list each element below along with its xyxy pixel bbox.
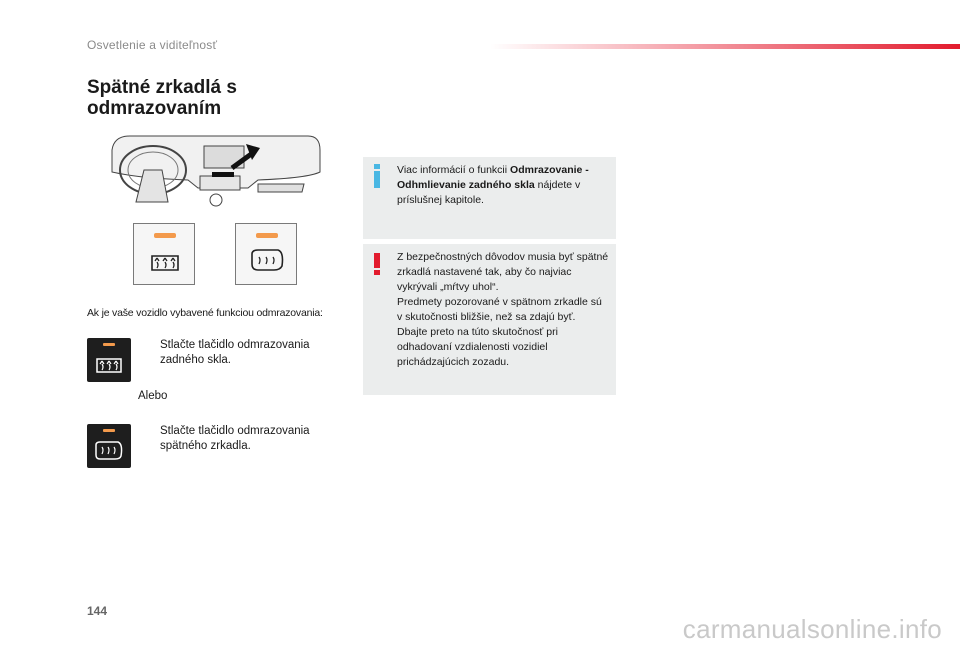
mirror-defrost-tile (87, 424, 131, 468)
mirror-defrost-icon (236, 224, 298, 286)
warning-line3: Dbajte preto na túto skutočnosť pri odhadovaní vzdialenosti vozidiel prichádzajúcich zozadu. (397, 326, 558, 368)
info-text-after: nájdete v príslušnej kapitole. (397, 179, 581, 206)
warning-icon (372, 253, 382, 275)
step-rear-window (142, 338, 342, 368)
step-text: Stlačte tlačidlo odmrazovania spätného zrkadla. (160, 425, 310, 452)
step-mirror (142, 424, 342, 454)
warning-line2: Predmety pozorované v spätnom zrkadle sú v skutočnosti bližšie, než sa zdajú byť. (397, 296, 602, 323)
rear-window-defrost-icon (87, 338, 131, 382)
mirror-button-illustration (235, 223, 297, 285)
header-accent-bar (490, 44, 960, 49)
rear-window-defrost-icon (134, 224, 196, 286)
warning-line1: Z bezpečnostných dôvodov musia byť spätné zrkadlá nastavené tak, aby čo najviac vykrývali „mŕtvy uhol“. (397, 251, 609, 293)
section-title (87, 77, 387, 119)
section-title-line2: odmrazovaním (87, 98, 222, 119)
warning-text (397, 250, 609, 370)
or-text: Alebo (138, 390, 168, 402)
step-text: Stlačte tlačidlo odmrazovania zadného skla. (160, 339, 310, 366)
mirror-defrost-icon (87, 424, 131, 468)
info-text-bold: Odmrazovanie - Odhmlievanie zadného skla (397, 164, 589, 191)
rear-window-defrost-tile (87, 338, 131, 382)
info-text-before: Viac informácií o funkcii (397, 164, 511, 176)
rear-window-button-illustration (133, 223, 195, 285)
info-text (397, 163, 607, 208)
watermark: carmanualsonline.info (682, 614, 942, 644)
page-number: 144 (87, 604, 108, 618)
section-title-line1: Spätné zrkadlá s (87, 77, 237, 98)
chapter-title: Osvetlenie a viditeľnosť (87, 38, 218, 52)
lead-text: Ak je vaše vozidlo vybavené funkciou odmrazovania: (87, 307, 323, 319)
dashboard-illustration (108, 130, 324, 214)
